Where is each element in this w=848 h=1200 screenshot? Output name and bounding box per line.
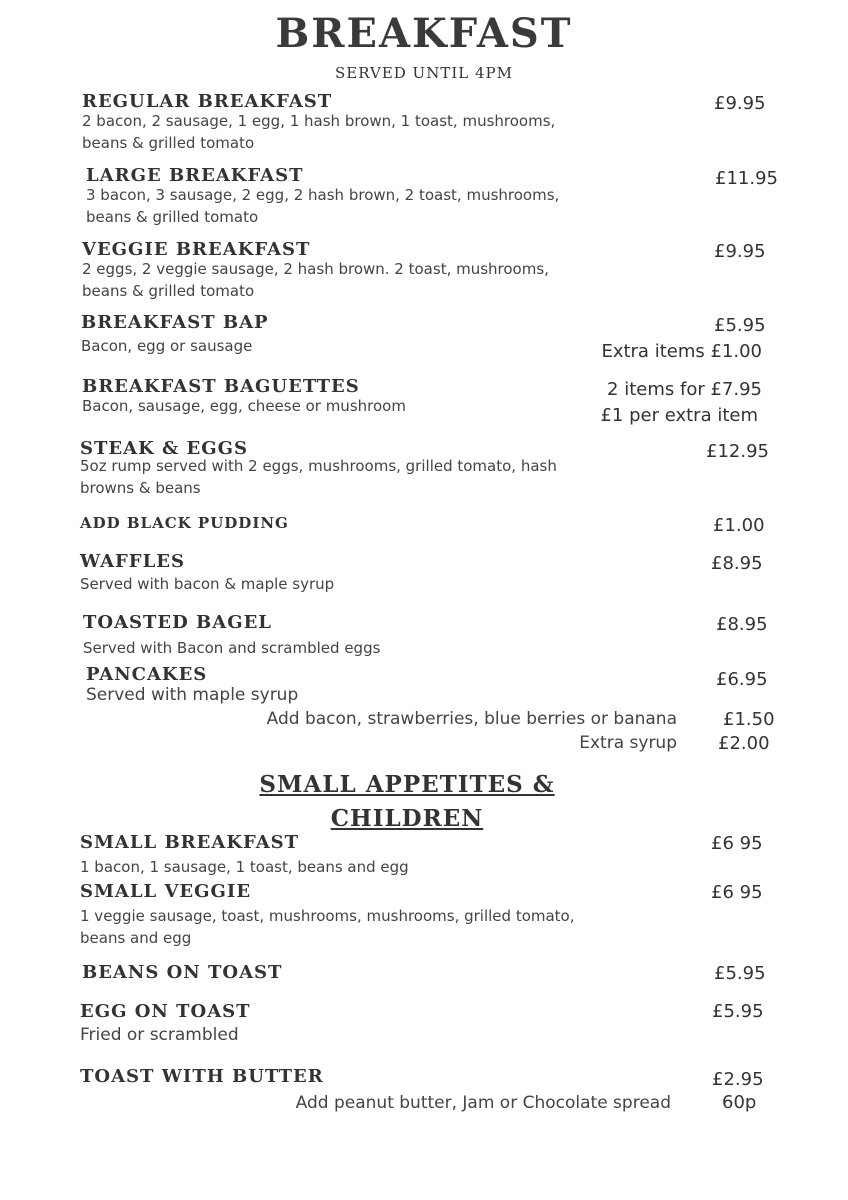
item-price-small-breakfast: £6 95 <box>711 833 763 854</box>
item-name-pancakes: PANCAKES <box>86 664 208 685</box>
item-name-steak-and-eggs: STEAK & EGGS <box>80 438 248 459</box>
item-price-add-black-pudding: £1.00 <box>713 515 765 536</box>
section-title-small-appetites-line2: CHILDREN <box>330 805 484 832</box>
item-desc-small-breakfast: 1 bacon, 1 sausage, 1 toast, beans and egg <box>80 858 409 876</box>
item-price-steak-and-eggs: £12.95 <box>706 441 769 462</box>
item-name-waffles: WAFFLES <box>80 551 185 572</box>
item-price-toasted-bagel: £8.95 <box>716 614 768 635</box>
item-desc-veggie-breakfast: 2 eggs, 2 veggie sausage, 2 hash brown. 2 toast, mushrooms, beans & grilled tomato <box>82 260 549 300</box>
item-desc-toasted-bagel: Served with Bacon and scrambled eggs <box>83 639 381 657</box>
addon-label-toast-spreads: Add peanut butter, Jam or Chocolate spread <box>295 1093 671 1113</box>
item-extra-breakfast-bap: Extra items £1.00 <box>601 341 762 362</box>
page-title: BREAKFAST <box>275 10 573 57</box>
item-desc-breakfast-bap: Bacon, egg or sausage <box>81 337 253 355</box>
addon-label-extra-syrup: Extra syrup <box>579 733 677 753</box>
item-name-egg-on-toast: EGG ON TOAST <box>80 1001 251 1022</box>
item-name-toast-with-butter: TOAST WITH BUTTER <box>80 1066 324 1087</box>
item-name-veggie-breakfast: VEGGIE BREAKFAST <box>82 239 311 260</box>
page-subtitle: SERVED UNTIL 4PM <box>335 64 513 82</box>
item-desc-large-breakfast: 3 bacon, 3 sausage, 2 egg, 2 hash brown, 2 toast, mushrooms, beans & grilled tomato <box>86 186 560 226</box>
item-price-breakfast-bap: £5.95 <box>714 315 766 336</box>
addon-price-pancake-toppings: £1.50 <box>723 709 775 730</box>
item-price-small-veggie: £6 95 <box>711 882 763 903</box>
addon-price-extra-syrup: £2.00 <box>718 733 770 754</box>
item-name-small-veggie: SMALL VEGGIE <box>80 881 252 902</box>
item-desc-waffles: Served with bacon & maple syrup <box>80 575 335 593</box>
item-desc-regular-breakfast: 2 bacon, 2 sausage, 1 egg, 1 hash brown, 1 toast, mushrooms, beans & grilled tomato <box>82 112 556 152</box>
item-name-beans-on-toast: BEANS ON TOAST <box>82 962 283 983</box>
item-price-pancakes: £6.95 <box>716 669 768 690</box>
item-name-small-breakfast: SMALL BREAKFAST <box>80 832 300 853</box>
item-name-regular-breakfast: REGULAR BREAKFAST <box>82 91 333 112</box>
item-price-beans-on-toast: £5.95 <box>714 963 766 984</box>
item-price-large-breakfast: £11.95 <box>715 168 778 189</box>
addon-price-toast-spreads: 60p <box>722 1092 757 1113</box>
item-price-waffles: £8.95 <box>711 553 763 574</box>
item-extra-breakfast-baguettes: £1 per extra item <box>600 405 758 426</box>
item-desc-egg-on-toast: Fried or scrambled <box>80 1025 239 1045</box>
item-name-breakfast-baguettes: BREAKFAST BAGUETTES <box>82 376 360 397</box>
item-price-toast-with-butter: £2.95 <box>712 1069 764 1090</box>
item-name-toasted-bagel: TOASTED BAGEL <box>83 612 272 633</box>
item-desc-small-veggie: 1 veggie sausage, toast, mushrooms, mushrooms, grilled tomato, beans and egg <box>80 907 575 947</box>
section-title-small-appetites-line1: SMALL APPETITES & <box>259 771 555 798</box>
item-price-veggie-breakfast: £9.95 <box>714 241 766 262</box>
item-price-egg-on-toast: £5.95 <box>712 1001 764 1022</box>
item-name-large-breakfast: LARGE BREAKFAST <box>86 165 304 186</box>
item-desc-breakfast-baguettes: Bacon, sausage, egg, cheese or mushroom <box>82 397 406 415</box>
item-price-breakfast-baguettes: 2 items for £7.95 <box>607 379 762 400</box>
item-desc-steak-and-eggs: 5oz rump served with 2 eggs, mushrooms, grilled tomato, hash browns & beans <box>80 457 557 497</box>
item-name-breakfast-bap: BREAKFAST BAP <box>81 312 269 333</box>
item-price-regular-breakfast: £9.95 <box>714 93 766 114</box>
item-desc-pancakes: Served with maple syrup <box>86 685 299 705</box>
addon-label-pancake-toppings: Add bacon, strawberries, blue berries or banana <box>266 709 677 729</box>
item-name-add-black-pudding: ADD BLACK PUDDING <box>80 514 289 532</box>
